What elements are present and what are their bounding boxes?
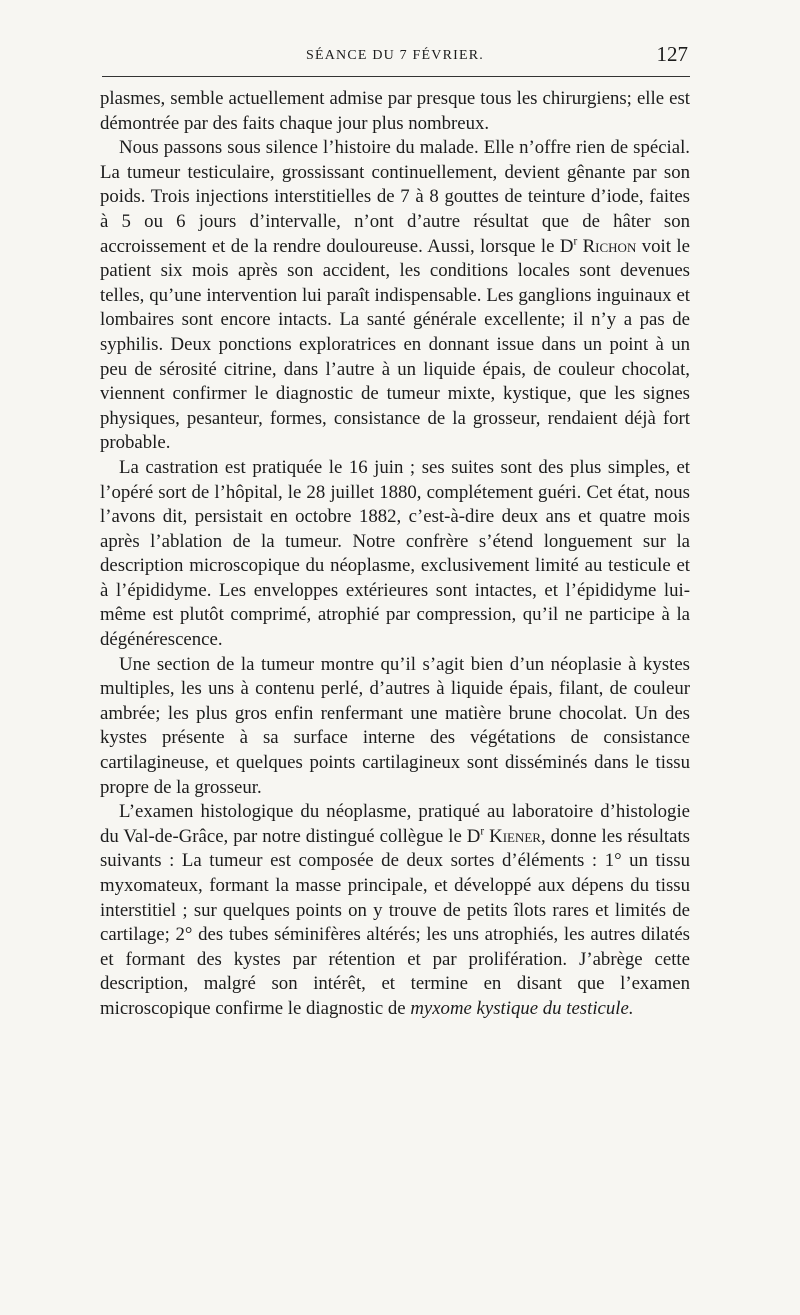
text-run: L’examen histologique du néoplasme, pratiqué au laboratoire d’histologie du Val-de-Grâce, par notre distingué collègue le D	[100, 801, 690, 847]
italic-text: myxome kystique du testicule.	[410, 997, 634, 1019]
paragraph	[100, 136, 690, 456]
header-rule	[102, 76, 690, 77]
paragraph	[100, 800, 690, 1021]
text-run: La castration est pratiquée le 16 juin ; ses suites sont des plus simples, et l’opéré sort de l’hôpital, le 28 juillet 1880, complétement guéri. Cet état, nous l’avons dit, persistait en octobre 1882, c’est-à-dire deux ans et quatre mois après l’ablation de la tumeur. Notre confrère s’étend longuement sur la description microscopique du néoplasme, exclusivement limité au testicule et à l’épididyme. Les enveloppes extérieures sont intactes, et l’épididyme lui-même est plutôt comprimé, atrophié par compression, qu’il ne participe à la dégénérescence.	[100, 456, 690, 651]
text-run: , donne les résultats suivants : La tumeur est composée de deux sortes d’éléments : 1° un tissu myxomateux, formant la masse principale, et développé aux dépens du tissu interstitiel ; sur quelques points on y trouve de petits îlots rares et limités de cartilage; 2° des tubes séminifères altérés; les uns atrophiés, les autres dilatés et formant des kystes par rétention et par prolifération. J’abrège cette description, malgré son intérêt, et termine en disant que l’examen microscopique confirme le diagnostic de	[100, 825, 690, 1019]
page-number: 127	[656, 42, 688, 66]
body-text	[100, 87, 690, 1022]
book-page	[100, 40, 690, 1022]
person-name: Richon	[582, 235, 637, 257]
text-run: plasmes, semble actuellement admise par presque tous les chirurgiens; elle est démontrée par des faits chaque jour plus nombreux.	[100, 88, 690, 134]
text-run: voit le patient six mois après son accident, les conditions locales sont devenues telles, qu’une intervention lui paraît indispensable. Les ganglions inguinaux et lombaires sont encore intacts. La santé générale excellente; il n’y a pas de syphilis. Deux ponctions exploratrices en donnant issue dans un point à un peu de sérosité citrine, dans l’autre à un liquide épais, de couleur chocolat, viennent confirmer le diagnostic de tumeur mixte, kystique, que les signes physiques, pesanteur, formes, consistance de la grosseur, rendaient déjà fort probable.	[100, 235, 690, 454]
running-header	[100, 40, 690, 68]
paragraph	[100, 653, 690, 801]
superscript: r	[573, 235, 578, 248]
text-run: Une section de la tumeur montre qu’il s’agit bien d’un néoplasie à kystes multiples, les uns à contenu perlé, d’autres à liquide épais, filant, de couleur ambrée; les plus gros enfin renfermant une matière brune chocolat. Un des kystes présente à sa surface interne des végétations de consistance cartilagineuse, et quelques points cartilagineux sont disséminés dans le tissu propre de la grosseur.	[100, 653, 690, 798]
paragraph	[100, 87, 690, 136]
person-name: Kiener	[489, 825, 541, 847]
running-title: SÉANCE DU 7 FÉVRIER.	[305, 48, 484, 63]
paragraph	[100, 456, 690, 653]
superscript: r	[480, 825, 485, 838]
text-run: Nous passons sous silence l’histoire du malade. Elle n’offre rien de spécial. La tumeur testiculaire, grossissant continuellement, devient gênante par son poids. Trois injections interstitielles de 7 à 8 gouttes de teinture d’iode, faites à 5 ou 6 jours d’intervalle, n’ont d’autre résultat que de hâter son accroissement et de la rendre douloureuse. Aussi, lorsque le D	[100, 137, 690, 257]
